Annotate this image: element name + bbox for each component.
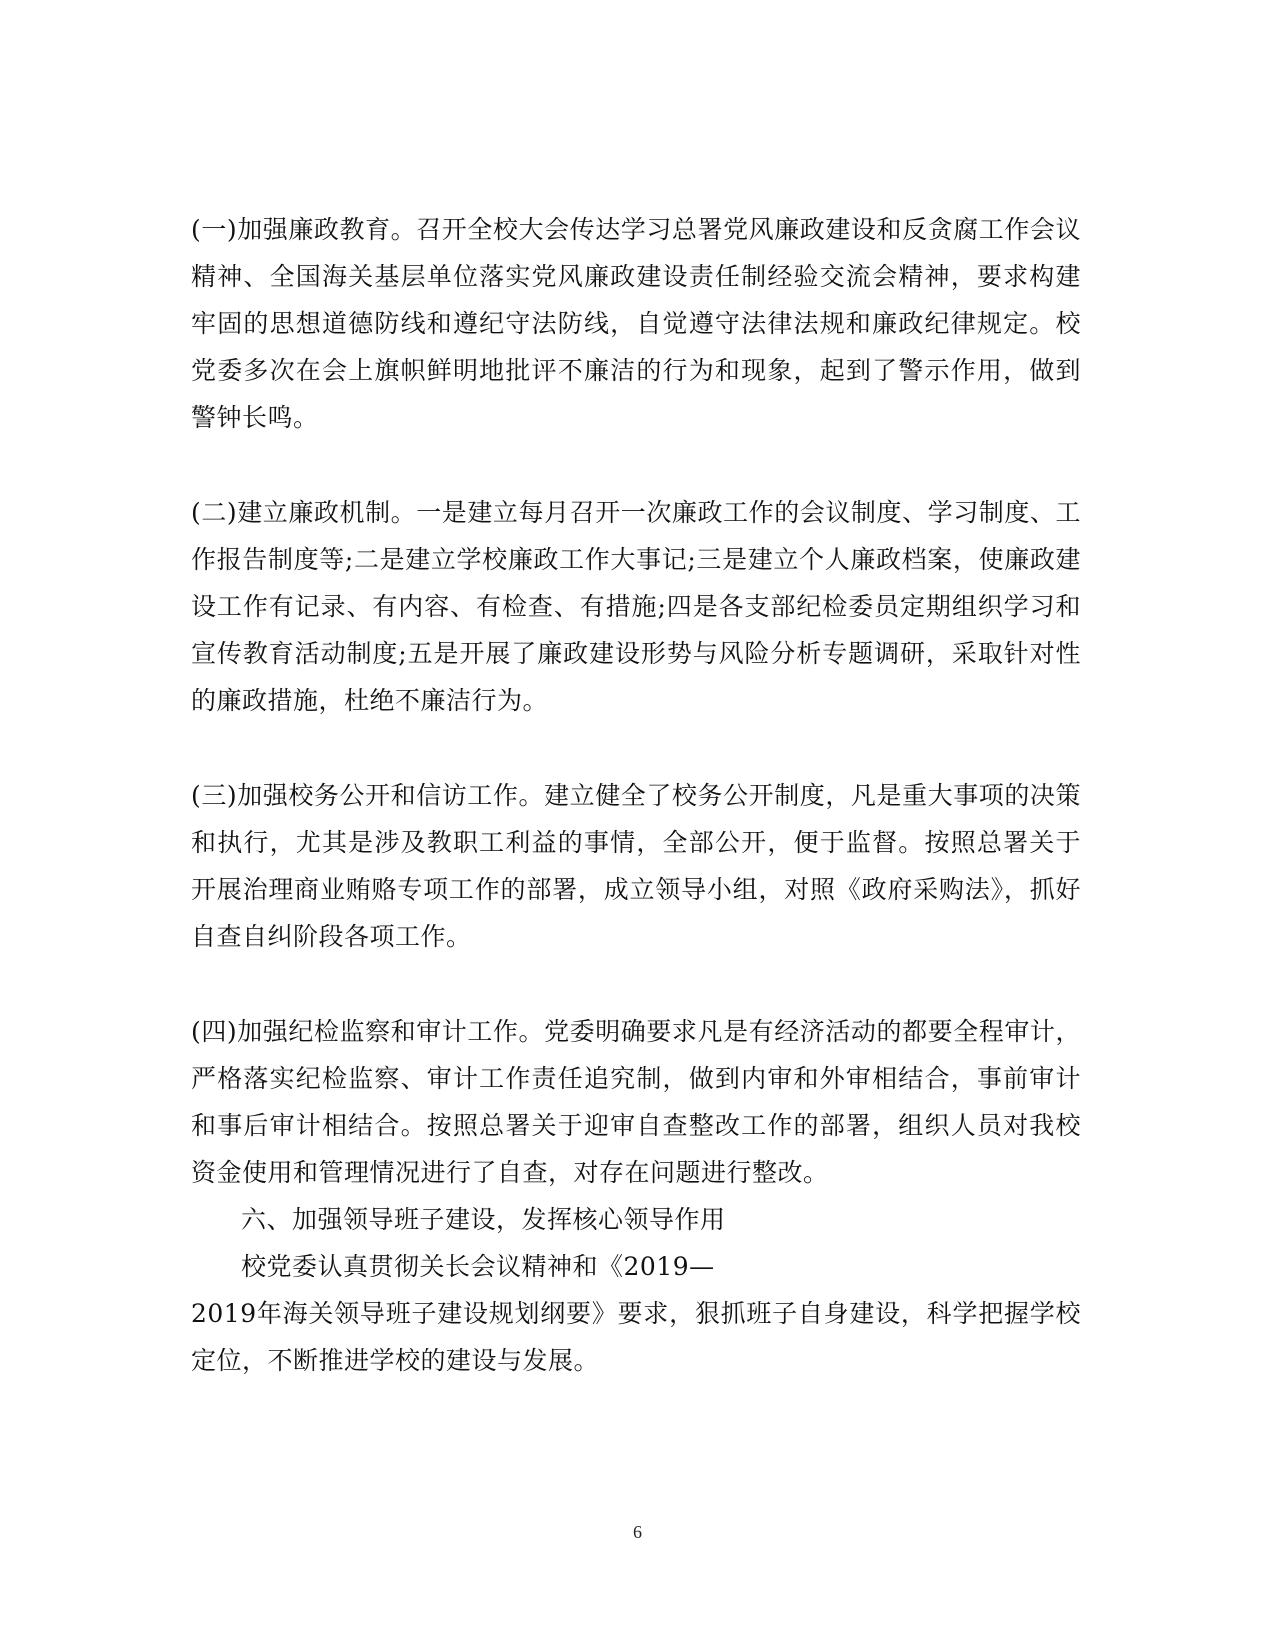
closing-paragraph: 2019年海关领导班子建设规划纲要》要求，狠抓班子自身建设，科学把握学校定位，不断推进学校的建设与发展。 — [191, 1299, 1081, 1375]
paragraph-2: (二)建立廉政机制。一是建立每月召开一次廉政工作的会议制度、学习制度、工作报告制度等;二是建立学校廉政工作大事记;三是建立个人廉政档案，使廉政建设工作有记录、有内容、有检查、有措施;四是各支部纪检委员定期组织学习和宣传教育活动制度;五是开展了廉政建设形势与风险分析专题调研，采取针对性的廉政措施，杜绝不廉洁行为。 — [191, 498, 1081, 715]
paragraph-4: (四)加强纪检监察和审计工作。党委明确要求凡是有经济活动的都要全程审计，严格落实纪检监察、审计工作责任追究制，做到内审和外审相结合，事前审计和事后审计相结合。按照总署关于迎审自查整改工作的部署，组织人员对我校资金使用和管理情况进行了自查，对存在问题进行整改。 — [191, 1017, 1081, 1187]
paragraph-1: (一)加强廉政教育。召开全校大会传达学习总署党风廉政建设和反贪腐工作会议精神、全国海关基层单位落实党风廉政建设责任制经验交流会精神，要求构建牢固的思想道德防线和遵纪守法防线，自觉遵守法律法规和廉政纪律规定。校党委多次在会上旗帜鲜明地批评不廉洁的行为和现象，起到了警示作用，做到警钟长鸣。 — [191, 215, 1081, 432]
page-number: 6 — [633, 1522, 642, 1542]
section-heading: 六、加强领导班子建设，发挥核心领导作用 — [241, 1205, 726, 1234]
document-body — [191, 206, 1081, 1384]
closing-line-1: 校党委认真贯彻关长会议精神和《2019— — [241, 1252, 715, 1281]
paragraph-3: (三)加强校务公开和信访工作。建立健全了校务公开制度，凡是重大事项的决策和执行，尤其是涉及教职工利益的事情，全部公开，便于监督。按照总署关于开展治理商业贿赂专项工作的部署，成立领导小组，对照《政府采购法》，抓好自查自纠阶段各项工作。 — [191, 781, 1081, 951]
